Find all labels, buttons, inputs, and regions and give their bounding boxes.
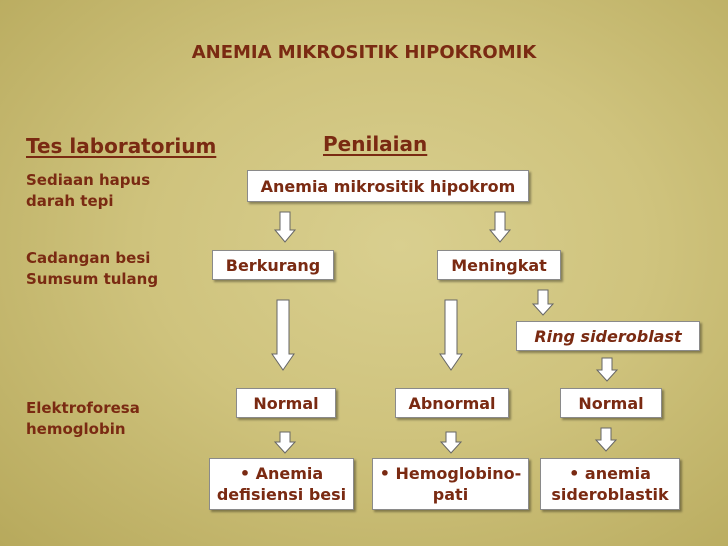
down-arrow-icon [440, 300, 462, 370]
node-text-line: • Hemoglobino- [379, 464, 522, 483]
node-meningkat: Meningkat [437, 250, 561, 280]
node-normal-2: Normal [560, 388, 662, 418]
header-tes-laboratorium: Tes laboratorium [26, 134, 217, 158]
row-label-line: darah tepi [26, 192, 114, 210]
node-text-line: sideroblastik [551, 485, 669, 504]
down-arrow-icon [533, 290, 553, 315]
header-penilaian: Penilaian [323, 132, 428, 156]
node-text-line: • anemia [569, 464, 651, 483]
node-berkurang: Berkurang [212, 250, 334, 280]
down-arrow-icon [275, 432, 295, 453]
node-abnormal: Abnormal [395, 388, 509, 418]
node-text-line: • Anemia [239, 464, 324, 483]
down-arrow-icon [275, 212, 295, 242]
row-label-line: hemoglobin [26, 420, 126, 438]
node-text-line: defisiensi besi [216, 485, 347, 504]
row-label-line: Sediaan hapus [26, 171, 151, 189]
row-label-line: Cadangan besi [26, 249, 151, 267]
down-arrow-icon [490, 212, 510, 242]
node-text-line: pati [432, 485, 469, 504]
row-label-line: Sumsum tulang [26, 270, 159, 288]
down-arrow-icon [596, 428, 616, 451]
node-anemia-mikrositik-hipokrom: Anemia mikrositik hipokrom [247, 170, 529, 202]
diagram-title: ANEMIA MIKROSITIK HIPOKROMIK [191, 42, 537, 63]
down-arrow-icon [441, 432, 461, 453]
down-arrow-icon [272, 300, 294, 370]
down-arrow-icon [597, 358, 617, 381]
node-ring-sideroblast: Ring sideroblast [516, 321, 700, 351]
row-label-line: Elektroforesa [26, 399, 140, 417]
node-normal-1: Normal [236, 388, 336, 418]
